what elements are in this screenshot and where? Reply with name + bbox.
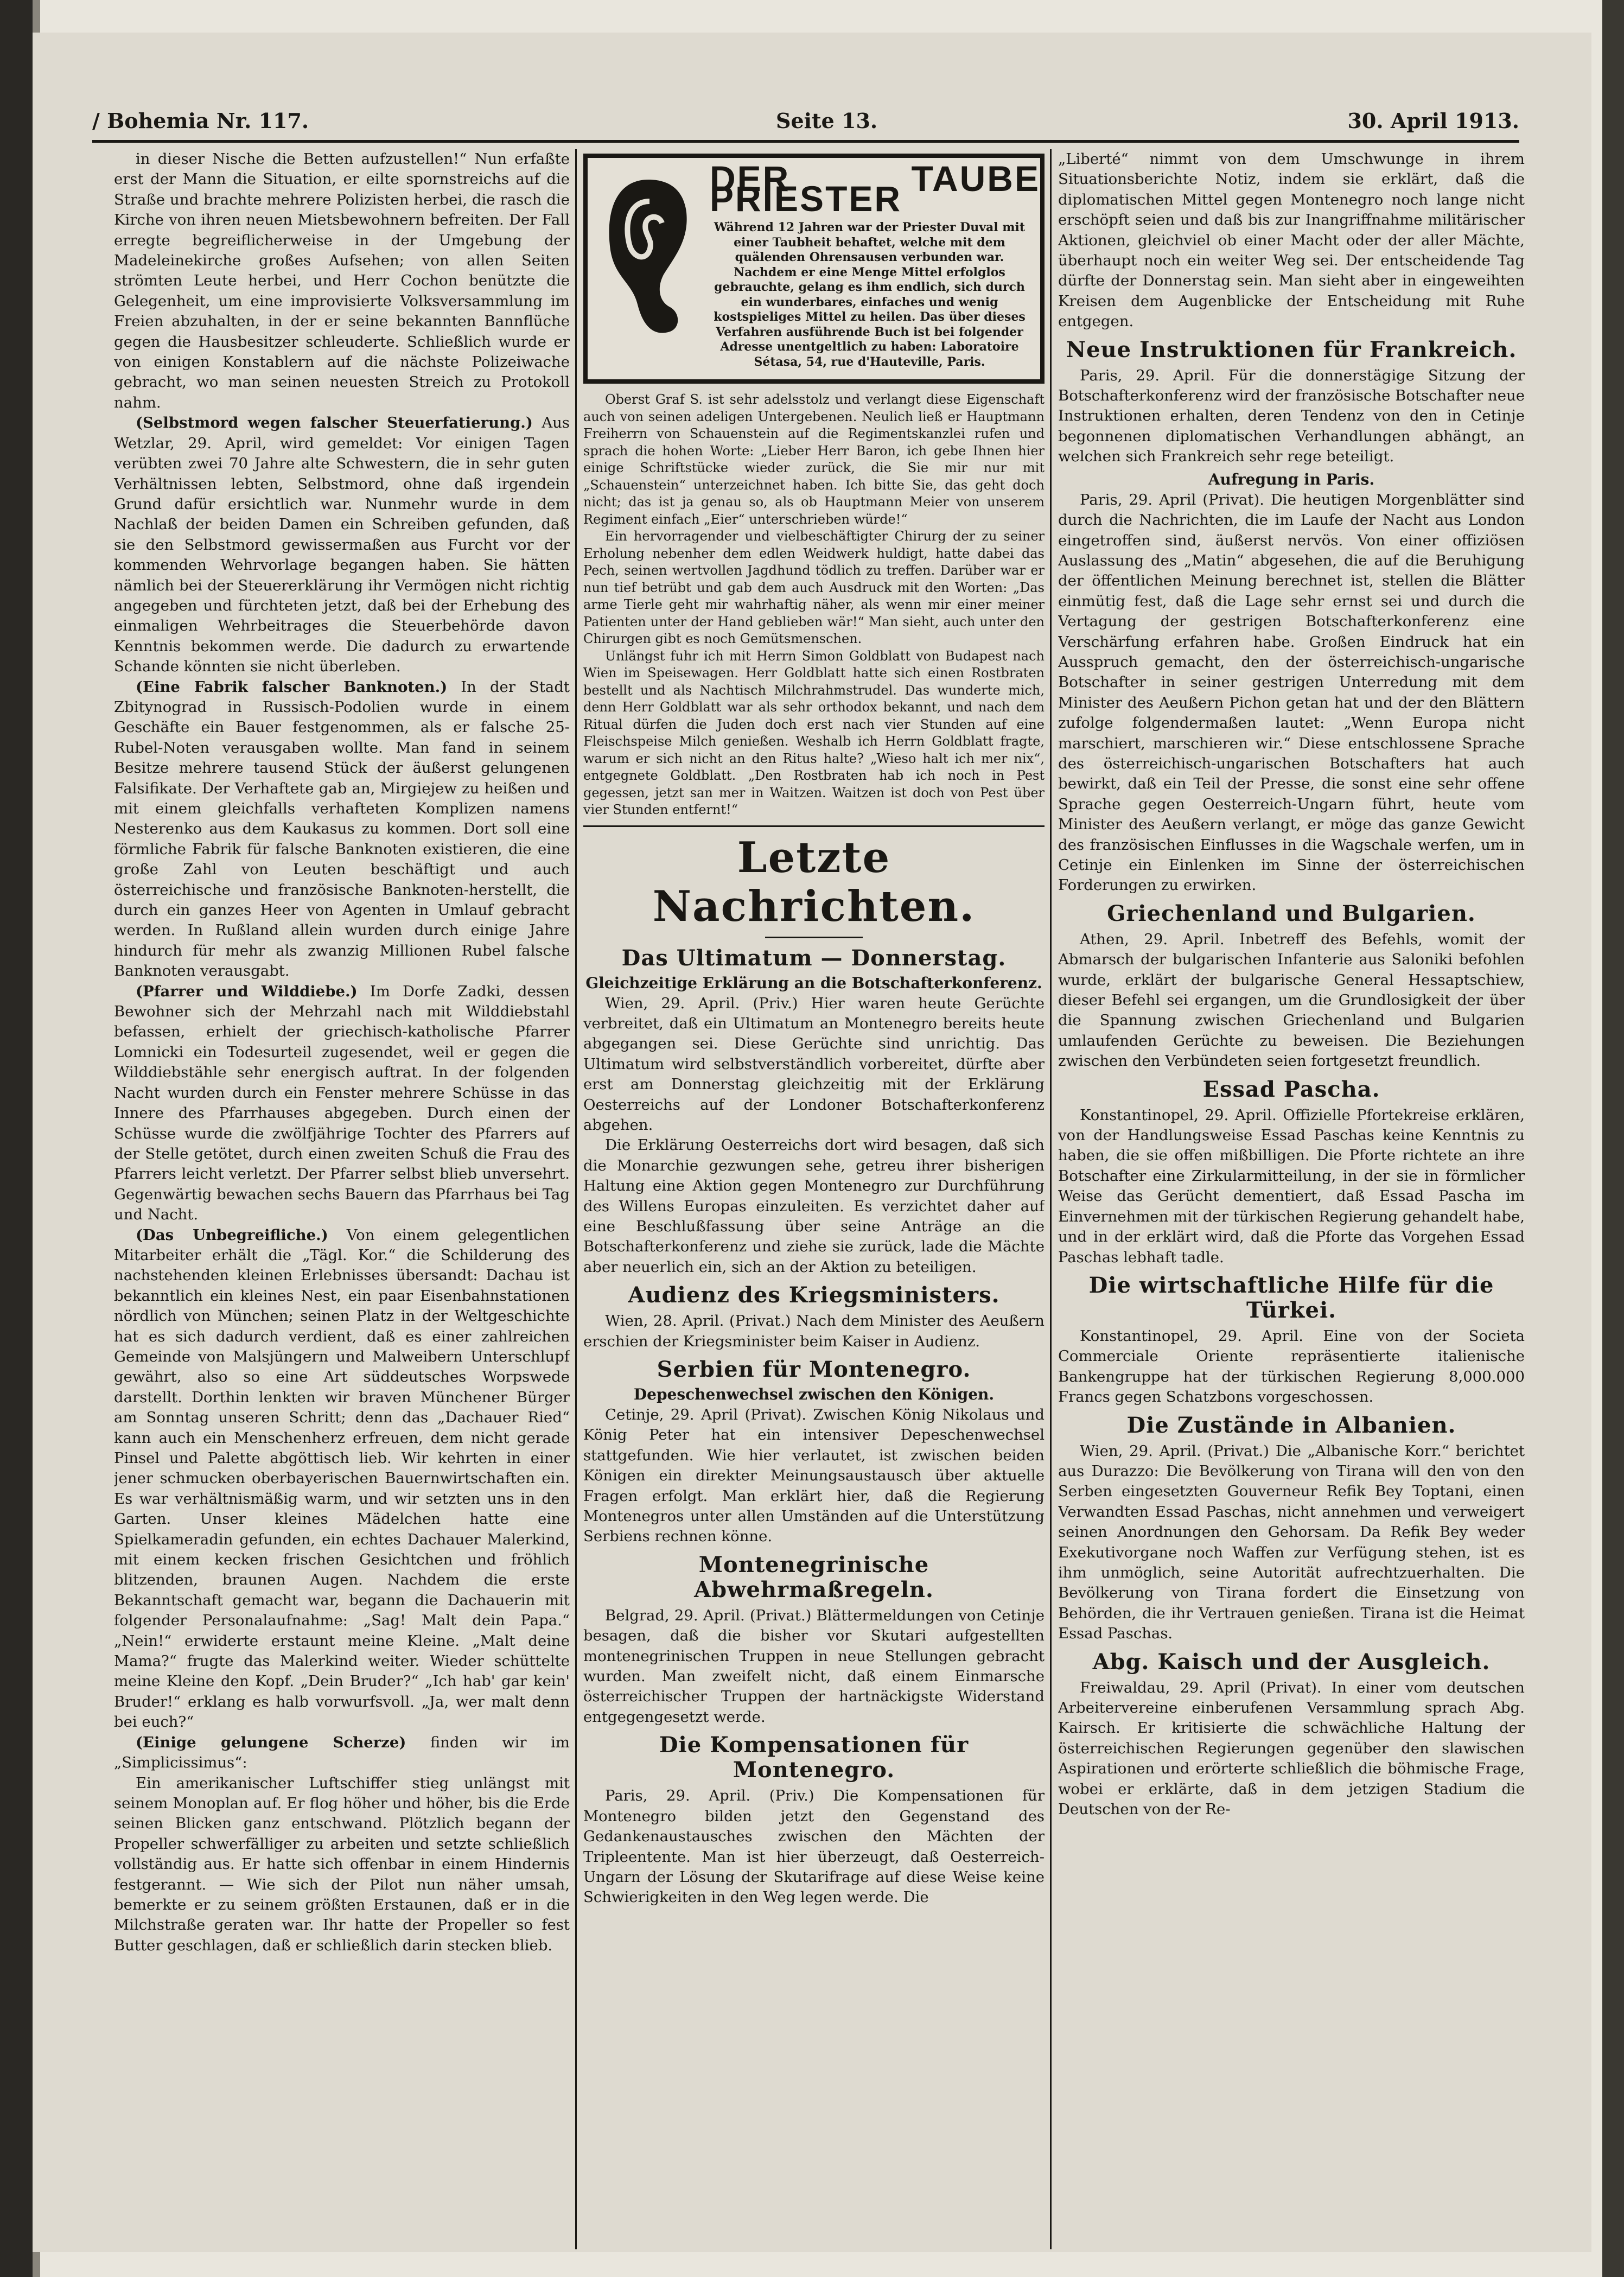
news-paragraph: Wien, 29. April. (Priv.) Hier waren heute Gerüchte verbreitet, daß ein Ultimatum an Montenegro bereits heute abgegangen sei. Diese Gerüchte sind unrichtig. Das Ultimatum wird selbstverständlich vorbereitet, dürfte aber erst am Donnerstag gleichzeitig mit der Erklärung Oesterreichs auf der Londoner Botschafterkonferenz abgehen. (583, 994, 1045, 1134)
news-headline: Die wirtschaftliche Hilfe für die Türkei. (1088, 1272, 1494, 1323)
article-paragraph (114, 982, 570, 1225)
article-paragraph (114, 413, 570, 677)
article-text: Ein amerikanischer Luftschiffer stieg unlängst mit seinem Monoplan auf. Er flog höher und höher, bis die Erde seinen Blicken ganz entschwand. Plötzlich begann der Propeller schwerfälliger zu arbeiten und setzte schließlich vollständig aus. Er hatte sich offenbar in einem Hindernis festgerannt. — Wie sich der Pilot nun näher umsah, bemerkte er zu seinem größten Erstaunen, daß er in die Milchstraße geraten war. Ihr hatte der Propeller so fest Butter geschlagen, daß er schließlich darin stecken blieb. (114, 1774, 570, 1954)
article-text: Aus Wetzlar, 29. April, wird gemeldet: Vor einigen Tagen verübten zwei 70 Jahre alte Schwestern, die in sehr guten Verhältnissen lebten, Selbstmord, ohne daß irgendein Grund dafür ersichtlich war. Nunmehr wurde in dem Nachlaß der beiden Damen ein Schreiben gefunden, daß sie den Selbstmord gewissermaßen aus Furcht vor der kommenden Wehrvorlage begangen haben. Sie hätten nämlich bei der Steuererklärung ihr Vermögen nicht richtig angegeben und fürchteten jetzt, daß bei der Erhebung des einmaligen Wehrbeitrages die Steuerbehörde davon Kenntnis bekommen werde. Die dadurch zu erwartende Schande könnten sie nicht überleben. (114, 414, 570, 676)
article-text: Von einem gelegentlichen Mitarbeiter erhält die „Tägl. Kor.“ die Schilderung des nachstehenden kleinen Erlebnisses übersandt: Dachau ist bekanntlich ein kleines Nest, ein paar Eisenbahnstationen nördlich von München; seinen Platz in der Weltgeschichte hat es sich dadurch verdient, daß es einer zahlreichen Gemeinde von Malsjüngern und Malweibern Unterschlupf gewährt, also so eine Art süddeutsches Worpswede darstellt. Dorthin lenkten wir braven Münchener Bürger am Sonntag unseren Schritt; denn das „Dachauer Ried“ kann auch ein Menschenherz erfreuen, dem nicht gerade Pinsel und Palette abgöttisch lieb. Wir kehrten in einer jener schmucken oberbayerischen Bauernwirtschaften ein. Es war verhältnismäßig warm, und wir setzten uns in den Garten. Unser kleines Mädelchen hatte eine Spielkameradin gefunden, ein echtes Dachauer Malerkind, mit einem kecken frischen Gesichtchen und fröhlich blitzenden, braunen Augen. Nachdem die erste Bekanntschaft gemacht war, begann die Dachauerin mit folgender Personalaufnahme: „Sag! Malt dein Papa.“ „Nein!“ erwiderte erstaunt meine Kleine. „Malt deine Mama?“ frugte das Malerkind weiter. Wieder schüttelte meine Kleine den Kopf. „Dein Bruder?“ „Ich hab' gar kein' Bruder!“ erklang es halb vorwurfsvoll. „Ja, wer malt denn bei euch?“ (114, 1226, 570, 1731)
news-paragraph: Konstantinopel, 29. April. Eine von der Societa Commerciale Oriente repräsentierte italienische Bankengruppe hat der türkischen Regierung 8,000.000 Francs gegen Schatzbons vorgeschossen. (1058, 1327, 1525, 1406)
article-paragraph (114, 1773, 570, 1956)
article-lead: (Eine Fabrik falscher Banknoten.) (136, 678, 448, 696)
news-headline: Die Kompensationen für Montenegro. (659, 1732, 969, 1783)
news-paragraph: Athen, 29. April. Inbetreff des Befehls, womit der Abmarsch der bulgarischen Infanterie aus Saloniki befohlen wurde, erklärt der bulgarische General Hessaptschiew, dieser Befehl sei ergangen, um die Grundlosigkeit der über die Spannung zwischen Griechenland und Bulgarien umlaufenden Gerüchte zu beweisen. Die Beziehungen zwischen den Verbündeten seien fortgesetzt freundlich. (1058, 930, 1525, 1070)
news-headline: Griechenland und Bulgarien. (1107, 900, 1476, 926)
column-3 (1058, 149, 1525, 2255)
header-date: 30. April 1913. (1347, 109, 1519, 133)
news-paragraph: Cetinje, 29. April (Privat). Zwischen König Nikolaus und König Peter hat ein intensiver Depeschenwechsel stattgefunden. Wie hier verlautet, ist zwischen beiden Königen ein direkter Meinungsaustausch über aktuelle Fragen erfolgt. Man erklärt hier, daß die Regierung Montenegros unter allen Umständen auf die Unterstützung Serbiens rechnen könne. (583, 1406, 1045, 1545)
article-paragraph (114, 677, 570, 982)
news-paragraph: Konstantinopel, 29. April. Offizielle Pfortekreise erklären, von der Handlungsweise Essad Paschas keine Kenntnis zu haben, die sie offen mißbilligen. Die Pforte richtete an ihre Botschafter eine Zirkularmitteilung, in der sie in förmlicher Weise das Gerücht dementiert, daß Essad Pascha im Einvernehmen mit der türkischen Regierung gehandelt habe, und in der erklärt wird, daß die Pforte das Vorgehen Essad Paschas lebhaft tadle. (1058, 1106, 1525, 1266)
article-paragraph (583, 528, 1045, 648)
news-headline: Die Zustände in Albanien. (1126, 1412, 1456, 1438)
section-rule (583, 825, 1045, 827)
header-page-number: Seite 13. (776, 109, 878, 133)
column-1 (114, 149, 570, 2255)
news-paragraph: Belgrad, 29. April. (Privat.) Blättermeldungen von Cetinje besagen, daß die bisher vor Skutari aufgestellten montenegrinischen Truppen in neue Stellungen gebracht wurden. Man zweifelt nicht, daß einem Einmarsche österreichischer Truppen der hartnäckigste Widerstand entgegengesetzt werde. (583, 1606, 1045, 1726)
article-text: Im Dorfe Zadki, dessen Bewohner sich der Mehrzahl nach mit Wilddiebstahl befassen, erhielt der griechisch-katholische Pfarrer Lomnicki ein Todesurteil zugesendet, weil er gegen die Wilddiebstähle sehr energisch auftrat. In der folgenden Nacht wurden durch ein Fenster mehrere Schüsse in das Innere des Pfarrhauses abgegeben. Durch einen der Schüsse wurde die zwölfjährige Tochter des Pfarrers auf der Stelle getötet, durch einen zweiten Schuß die Frau des Pfarrers leicht verletzt. Der Pfarrer selbst blieb unversehrt. Gegenwärtig bewachen sechs Bauern das Pfarrhaus bei Tag und Nacht. (114, 982, 570, 1224)
article-paragraph (583, 648, 1045, 819)
column-rule-1 (575, 149, 577, 2249)
article-text: in dieser Nische die Betten aufzustellen!“ Nun erfaßte erst der Mann die Situation, er eilte spornstreichs auf die Straße und brachte mehrere Polizisten herbei, die rasch die Kirche von ihren neuen Mietsbewohnern befreiten. Der Fall erregte begreiflicherweise in der Umgebung der Madeleinekirche großes Aufsehen; von allen Seiten strömten Leute herbei, und Herr Cochon benützte die Gelegenheit, um eine improvisierte Volksversammlung im Freien abzuhalten, in der er seine bekannten Bannflüche gegen die Hausbesitzer schleuderte. Schließlich wurde er von einigen Konstablern auf die nächste Polizeiwache gebracht, wo man seinen neuesten Streich zu Protokoll nahm. (114, 150, 570, 411)
news-paragraph: Wien, 29. April. (Privat.) Die „Albanische Korr.“ berichtet aus Durazzo: Die Bevölkerung von Tirana will den von den Serben eingesetzten Gouverneur Refik Bey Toptani, einen Verwandten Essad Paschas, nicht annehmen und verweigert seinen Anordnungen den Gehorsam. Da Refik Bey weder Exekutivorgane noch Waffen zur Verfügung stehen, ist es ihm unmöglich, seine Autorität aufrechtzuerhalten. Die Bevölkerung von Tirana fordert die Einsetzung von Behörden, die ihr Vertrauen genießen. Tirana ist die Heimat Essad Paschas. (1058, 1442, 1525, 1643)
article-lead: (Das Unbegreifliche.) (136, 1226, 328, 1244)
article-text: Unlängst fuhr ich mit Herrn Simon Goldblatt von Budapest nach Wien im Speisewagen. Herr Goldblatt hatte sich einen Rostbraten bestellt und als Nachtisch Milchrahmstrudel. Das wunderte mich, denn Herr Goldblatt war als sehr orthodox bekannt, und nach dem Ritual dürfen die Juden doch erst nach vier Stunden auf eine Fleischspeise Milch genießen. Weshalb ich Herrn Goldblatt fragte, warum er sich nicht an den Ritus halte? „Wieso halt ich mer nix“, entgegnete Goldblatt. „Den Rostbraten hab ich noch in Pest gegessen, jetzt san mer in Waitzen. Waitzen ist doch von Pest über vier Stunden entfernt!“ (583, 648, 1045, 817)
news-headline: Serbien für Montenegro. (657, 1357, 971, 1382)
news-headline: Essad Pascha. (1202, 1076, 1380, 1102)
article-paragraph (114, 1225, 570, 1733)
ear-icon (600, 169, 697, 348)
advertisement-body: Während 12 Jahren war der Priester Duval mit einer Taubheit behaftet, welche mit dem quälenden Ohrensausen verbunden war. Nachdem er eine Menge Mittel erfolglos gebrauchte, gelang es ihm endlich, sich durch ein wunderbares, einfaches und wenig kostspieliges Mittel zu heilen. Das über dieses Verfahren ausführende Buch ist bei folgender Adresse unentgeltlich zu haben: Laboratoire Sétasa, 54, rue d'Hauteville, Paris. (714, 220, 1026, 369)
column-2 (583, 149, 1045, 2255)
news-headline: Neue Instruktionen für Frankreich. (1066, 336, 1517, 362)
article-text: In der Stadt Zbitynograd in Russisch-Podolien wurde in einem Geschäfte ein Bauer festgenommen, als er falsche 25-Rubel-Noten verausgaben wollte. Man fand in seinem Besitze mehrere tausend Stück der äußerst gelungenen Falsifikate. Der Verhaftete gab an, Mirgiejew zu heißen und mit einem gleichfalls verhafteten Komplizen namens Nesterenko aus dem Kaukasus zu kommen. Dort soll eine förmliche Fabrik für falsche Banknoten existieren, die eine große Zahl von Leuten beschäftigt und auch österreichische und französische Banknoten-herstellt, die durch ein ganzes Heer von Agenten in Umlauf gebracht werden. In Rußland allein wurden durch einige Jahre hindurch für mehr als zwanzig Millionen Rubel falsche Banknoten verausgabt. (114, 678, 570, 980)
news-headline: Audienz des Kriegsministers. (628, 1282, 1000, 1308)
news-subheadline: Gleichzeitige Erklärung an die Botschafterkonferenz. (585, 974, 1042, 992)
news-paragraph: Paris, 29. April (Privat). Die heutigen Morgenblätter sind durch die Nachrichten, die im Laufe der Nacht aus London eingetroffen sind, äußerst nervös. Von einer offiziösen Auslassung des „Matin“ abgesehen, die auf die Beruhigung der öffentlichen Meinung berechnet ist, stellen die Blätter einmütig fest, daß die Lage sehr ernst sei und durch die Vertagung der gestrigen Botschafterkonferenz eine Verschärfung erfahren habe. Großen Eindruck hat ein Ausspruch gemacht, den der österreichisch-ungarische Botschafter in seiner gestrigen Unterredung mit dem Minister des Aeußern Pichon getan hat und der den Blättern zufolge folgendermaßen lautet: „Wenn Europa nicht marschiert, marschieren wir.“ Diese entschlossene Sprache des österreichisch-ungarischen Botschafters hat auch bewirkt, daß ein Teil der Presse, die sonst eine sehr offene Sprache gegen Oesterreich-Ungarn führt, heute vom Minister des Aeußern verlangt, er möge das ganze Gewicht des französischen Einflusses in die Wagschale werfen, um in Cetinje ein Einlenken im Sinne der österreichischen Forderungen zu erwirken. (1058, 491, 1525, 894)
news-headline: Montenegrinische Abwehrmaßregeln. (694, 1551, 934, 1602)
jokes-section (583, 391, 1045, 819)
header-rule (92, 140, 1519, 143)
page-edge-right (1602, 0, 1624, 2277)
article-text: Oberst Graf S. ist sehr adelsstolz und verlangt diese Eigenschaft auch von seinen adeligen Untergebenen. Neulich ließ er Hauptmann Freiherrn von Schauenstein auf die Regimentskanzlei rufen und sprach die hohen Worte: „Lieber Herr Baron, ich gebe Ihnen hier einige Schriftstücke wieder zurück, die Sie mir nur mit „Schauenstein“ unterzeichnet haben. Ich bitte Sie, das geht doch nicht; das ist ja genau so, als ob Hauptmann Meier von unserem Regiment einfach „Eier“ unterschrieben würde!“ (583, 392, 1045, 527)
news-paragraph: Die Erklärung Oesterreichs dort wird besagen, daß sich die Monarchie gezwungen sehe, getreu ihrer bisherigen Haltung eine Aktion gegen Montenegro zur Durchführung des Willens Europas einzuleiten. Es verzichtet daher auf eine Beschlußfassung über seine Anträge an die Botschafterkonferenz und ziehe sie zurück, lade die Mächte aber neuerlich ein, sich an der Aktion zu beteiligen. (583, 1136, 1045, 1276)
news-subheadline: Depeschenwechsel zwischen den Königen. (633, 1385, 995, 1403)
news-paragraph: Paris, 29. April. Für die donnerstägige Sitzung der Botschafterkonferenz wird der französische Botschafter neue Instruktionen erhalten, deren Tendenz von den in Cetinje begonnenen diplomatischen Verhandlungen abhängt, an welchen sich Frankreich sehr rege beteiligt. (1058, 366, 1525, 466)
news-headline: Abg. Kaisch und der Ausgleich. (1092, 1649, 1491, 1675)
news-paragraph: Wien, 28. April. (Privat.) Nach dem Minister des Aeußern erschien der Kriegsminister beim Kaiser in Audienz. (583, 1312, 1045, 1350)
column-rule-2 (1050, 149, 1052, 2249)
article-paragraph (114, 1733, 570, 1773)
last-news-heading: Letzte Nachrichten. (652, 832, 976, 931)
article-text: Ein hervorragender und vielbeschäftigter Chirurg der zu seiner Erholung nebenher dem edlen Weidwerk huldigt, hatte dabei das Pech, seinen wertvollen Jagdhund tödlich zu treffen. Darüber war er nun tief betrübt und gab dem auch Ausdruck mit den Worten: „Das arme Tierle geht mir wahrhaftig näher, als wenn mir einer meiner Patienten unter der Hand geblieben wär!“ Man sieht, auch unter den Chirurgen gibt es noch Gemütsmenschen. (583, 529, 1045, 646)
article-lead: (Einige gelungene Scherze) (136, 1733, 406, 1751)
article-paragraph (114, 149, 570, 413)
article-lead: (Selbstmord wegen falscher Steuerfatierung.) (136, 414, 533, 432)
page-edge-dark (0, 0, 33, 2277)
heading-underline (765, 937, 863, 938)
news-headline: Das Ultimatum — Donnerstag. (621, 945, 1007, 971)
news-subheadline: Aufregung in Paris. (1208, 470, 1375, 488)
column-3-intro: „Liberté“ nimmt von dem Umschwunge in ihrem Situationsberichte Notiz, indem sie erklärt, daß die diplomatischen Mittel gegen Montenegro noch lange nicht erschöpft seien und daß bis zur Inangriffnahme militärischer Aktionen, gleichviel ob einer Macht oder der aller Mächte, überhaupt noch ein weiter Weg sei. Der entscheidende Tag dürfte der Donnerstag sein. Man sieht aber in eingeweihten Kreisen dem Augenblicke der Entscheidung mit Ruhe entgegen. (1058, 150, 1525, 330)
article-paragraph (583, 391, 1045, 528)
column-3-body (1058, 338, 1525, 1820)
advertisement-taube-priester (583, 154, 1045, 384)
article-text: finden wir im „Simplicissimus“: (114, 1733, 570, 1772)
last-news-body (583, 946, 1045, 1908)
news-paragraph: Paris, 29. April. (Priv.) Die Kompensationen für Montenegro bilden jetzt den Gegenstand des Gedankenaustausches zwischen den Mächten der Tripleentente. Man ist hier überzeugt, daß Oesterreich-Ungarn der Lösung der Skutarifrage auf diese Weise keine Schwierigkeiten in den Weg legen werde. Die (583, 1787, 1045, 1906)
article-lead: (Pfarrer und Wilddiebe.) (136, 982, 358, 1000)
header-newspaper-issue: / Bohemia Nr. 117. (92, 109, 309, 133)
news-paragraph: Freiwaldau, 29. April (Privat). In einer vom deutschen Arbeitervereine einberufenen Versammlung sprach Abg. Kairsch. Er kritisierte die schwächliche Haltung der österreichischen Regierungen gegenüber den slawischen Aspirationen und erörterte schließlich die böhmische Frage, wobei er erklärte, daß in dem jetzigen Stadium die Deutschen von der Re- (1058, 1678, 1525, 1818)
page-header (92, 103, 1519, 141)
advertisement-title: DER TAUBE PRIESTER (710, 158, 1040, 219)
